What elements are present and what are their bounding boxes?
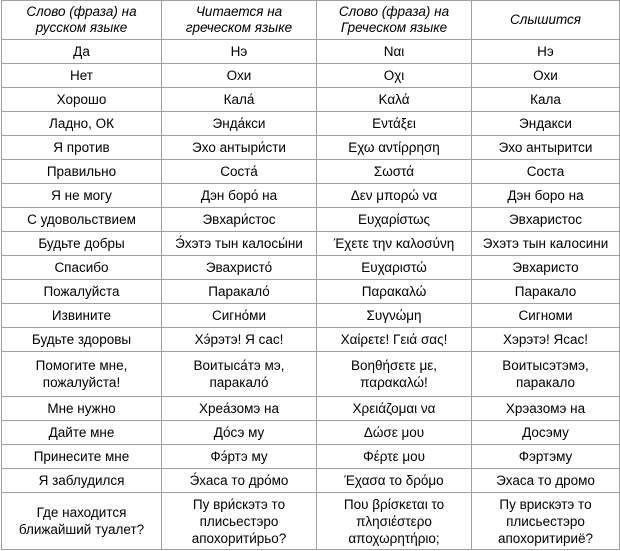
cell-russian: Где находится ближайший туалет?	[2, 493, 162, 550]
cell-russian: Извините	[2, 304, 162, 328]
cell-russian: Принесите мне	[2, 445, 162, 469]
cell-pronunciation: Дэн боро́ на	[162, 184, 317, 208]
table-row	[2, 421, 620, 445]
cell-heard: Досэму	[472, 421, 620, 445]
table-row	[2, 64, 620, 88]
cell-greek: Βοηθήσετε με, παρακαλώ!	[317, 352, 472, 397]
cell-pronunciation: До́сэ му	[162, 421, 317, 445]
cell-russian: Нет	[2, 64, 162, 88]
cell-pronunciation: Эхо антыри́сти	[162, 136, 317, 160]
cell-greek: Παρακαλώ	[317, 280, 472, 304]
cell-heard: Соста	[472, 160, 620, 184]
cell-greek: Οχι	[317, 64, 472, 88]
cell-pronunciation: Эвхари́стос	[162, 208, 317, 232]
cell-russian: Будьте добры	[2, 232, 162, 256]
table-row	[2, 328, 620, 352]
cell-heard: Нэ	[472, 40, 620, 64]
cell-greek: Έχασα το δρόμο	[317, 469, 472, 493]
table-row	[2, 304, 620, 328]
cell-heard: Дэн боро на	[472, 184, 620, 208]
table-row	[2, 112, 620, 136]
table-row	[2, 232, 620, 256]
cell-greek: Εντάξει	[317, 112, 472, 136]
cell-pronunciation: Охи	[162, 64, 317, 88]
cell-heard: Охи	[472, 64, 620, 88]
cell-russian: Правильно	[2, 160, 162, 184]
cell-heard: Эвхаристо	[472, 256, 620, 280]
cell-russian: Да	[2, 40, 162, 64]
table-row	[2, 280, 620, 304]
cell-heard: Эхаса то дромо	[472, 469, 620, 493]
cell-pronunciation: Пу ври́скэтэ то плисьестэро апохорити́рьо?	[162, 493, 317, 550]
cell-heard: Хэрэтэ! Ясас!	[472, 328, 620, 352]
cell-greek: Ευχαρίστως	[317, 208, 472, 232]
header-greek-pronunciation: Читается на греческом языке	[162, 1, 317, 40]
cell-pronunciation: Сигно́ми	[162, 304, 317, 328]
cell-russian: Пожалуйста	[2, 280, 162, 304]
table-row	[2, 208, 620, 232]
cell-heard: Сигноми	[472, 304, 620, 328]
cell-greek: Που βρίσκεται το πλησιέστερο αποχωρητήριο;	[317, 493, 472, 550]
cell-russian: Дайте мне	[2, 421, 162, 445]
table-row	[2, 136, 620, 160]
cell-greek: Δεν μπορώ να	[317, 184, 472, 208]
cell-russian: Ладно, ОК	[2, 112, 162, 136]
header-heard-as: Слышится	[472, 1, 620, 40]
cell-greek: Καλά	[317, 88, 472, 112]
cell-greek: Ευχαριστώ	[317, 256, 472, 280]
cell-pronunciation: Паракало́	[162, 280, 317, 304]
cell-greek: Δώσε μου	[317, 421, 472, 445]
cell-russian: Будьте здоровы	[2, 328, 162, 352]
cell-heard: Эхэтэ тын калосини	[472, 232, 620, 256]
table-row	[2, 397, 620, 421]
cell-russian: Мне нужно	[2, 397, 162, 421]
cell-heard: Хрэазомэ на	[472, 397, 620, 421]
table-row	[2, 469, 620, 493]
cell-pronunciation: Кала́	[162, 88, 317, 112]
phrasebook-table	[1, 0, 620, 550]
cell-russian: Я заблудился	[2, 469, 162, 493]
cell-greek: Εχω αντίρρηση	[317, 136, 472, 160]
cell-heard: Паракало	[472, 280, 620, 304]
table-row	[2, 256, 620, 280]
header-russian-phrase: Слово (фраза) на русском языке	[2, 1, 162, 40]
cell-greek: Φέρτε μου	[317, 445, 472, 469]
cell-greek: Έχετε την καλοσύνη	[317, 232, 472, 256]
cell-pronunciation: Эвахристо́	[162, 256, 317, 280]
cell-russian: Я не могу	[2, 184, 162, 208]
cell-russian: Хорошо	[2, 88, 162, 112]
table-row	[2, 184, 620, 208]
cell-pronunciation: Фэ́ртэ му	[162, 445, 317, 469]
table-row	[2, 493, 620, 550]
table-row	[2, 88, 620, 112]
cell-pronunciation: Соста́	[162, 160, 317, 184]
cell-pronunciation: Хэ́рэтэ! Я сас!	[162, 328, 317, 352]
cell-heard: Пу врискэтэ то плисьестэро апохоритириё?	[472, 493, 620, 550]
cell-greek: Συγνώμη	[317, 304, 472, 328]
table-row	[2, 352, 620, 397]
cell-russian: Спасибо	[2, 256, 162, 280]
cell-greek: Ναι	[317, 40, 472, 64]
cell-pronunciation: Энда́кси	[162, 112, 317, 136]
cell-heard: Эндакси	[472, 112, 620, 136]
cell-greek: Σωστά	[317, 160, 472, 184]
cell-russian: С удовольствием	[2, 208, 162, 232]
header-row	[2, 1, 620, 40]
table-row	[2, 40, 620, 64]
cell-pronunciation: Э́хэтэ тын калосы́ни	[162, 232, 317, 256]
cell-heard: Воитысэтэмэ, паракало	[472, 352, 620, 397]
cell-pronunciation: Э́хаса то дро́мо	[162, 469, 317, 493]
table-row	[2, 160, 620, 184]
cell-heard: Эвхаристос	[472, 208, 620, 232]
cell-russian: Помогите мне, пожалуйста!	[2, 352, 162, 397]
cell-heard: Эхо антыритси	[472, 136, 620, 160]
cell-greek: Χαίρετε! Γειά σας!	[317, 328, 472, 352]
cell-pronunciation: Воитыса́тэ мэ, паракало́	[162, 352, 317, 397]
cell-russian: Я против	[2, 136, 162, 160]
cell-pronunciation: Хреа́зомэ на	[162, 397, 317, 421]
cell-pronunciation: Нэ	[162, 40, 317, 64]
cell-greek: Χρειάζομαι να	[317, 397, 472, 421]
cell-heard: Фэртэму	[472, 445, 620, 469]
table-row	[2, 445, 620, 469]
cell-heard: Кала	[472, 88, 620, 112]
header-greek-phrase: Слово (фраза) на Греческом языке	[317, 1, 472, 40]
